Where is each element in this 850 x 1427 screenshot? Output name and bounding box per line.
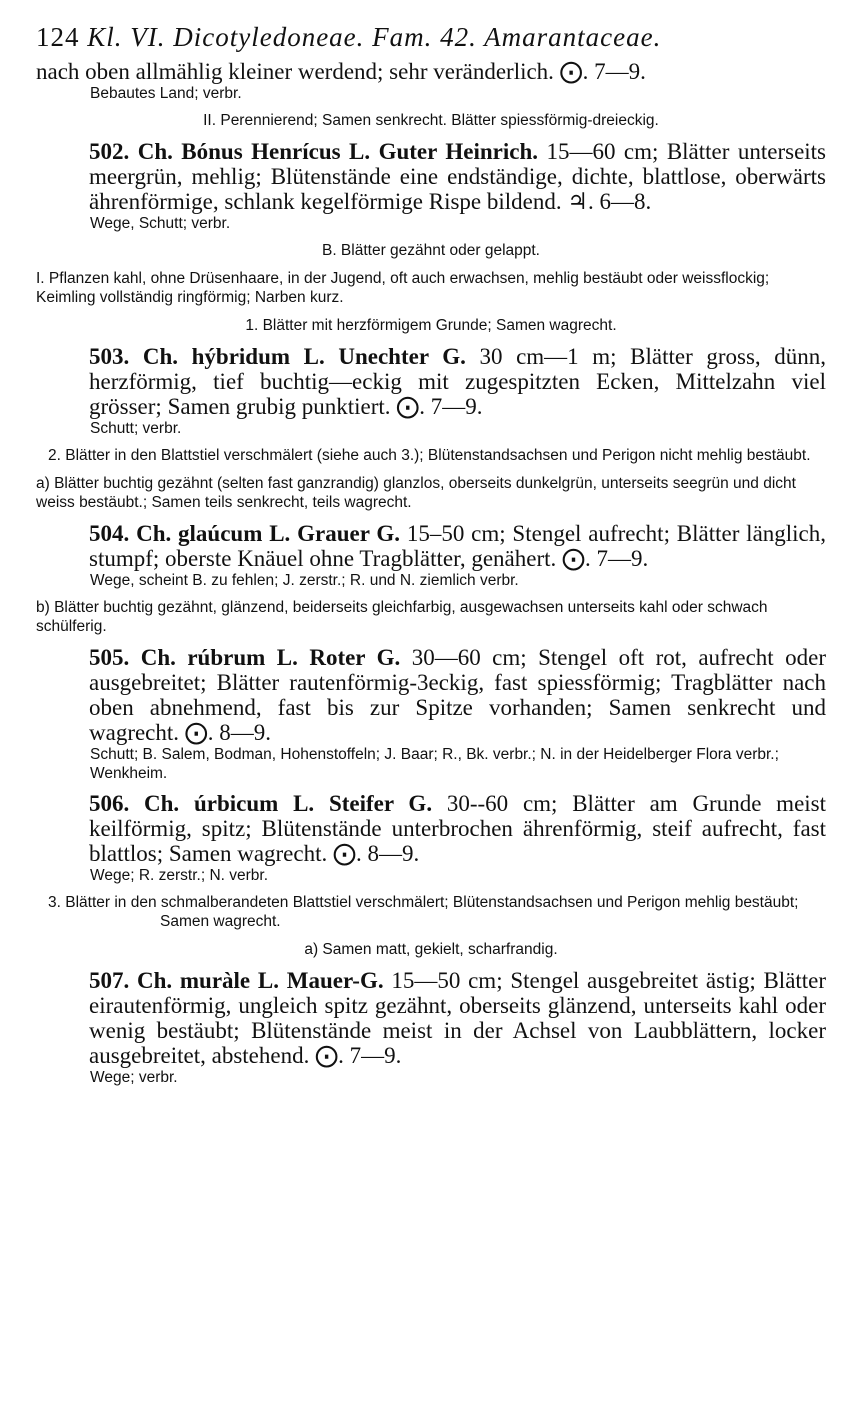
key-I: I. Pflanzen kahl, ohne Drüsenhaare, in der Jugend, oft auch erwachsen, mehlig bestäubt oder weissflockig; Keimling vollständig ringförmig; Narben kurz. (36, 270, 770, 306)
key-1: 1. Blätter mit herzförmigem Grunde; Samen wagrecht. (245, 317, 617, 334)
entry-503-locality: Schutt; verbr. (90, 420, 182, 437)
intro-locality: Bebautes Land; verbr. (90, 85, 242, 102)
entry-502-number: 502. (89, 139, 130, 164)
entry-504-number: 504. (89, 521, 130, 546)
entry-504 (36, 521, 826, 590)
entry-505-text (36, 645, 826, 745)
entry-503-text (36, 344, 826, 419)
key-II: II. Perennierend; Samen senkrecht. Blätter spiessförmig-dreieckig. (203, 112, 659, 129)
entry-507-text (36, 968, 826, 1068)
entry-502-latin: Ch. Bónus Henrícus L. (137, 139, 371, 164)
book-page (36, 22, 826, 1095)
entry-503 (36, 344, 826, 438)
key-3: 3. Blätter in den schmalberandeten Blattstiel verschmälert; Blütenstandsachsen und Perigon mehlig bestäubt; Samen wagrecht. (48, 894, 799, 930)
entry-503-number: 503. (89, 344, 130, 369)
running-header (36, 22, 826, 53)
entry-507-body: 15—50 cm; Stengel ausgebreitet ästig; Blätter eirautenförmig, ungleich spitz gezähnt, oberseits glänzend, unterseits kahl oder wenig bestäubt; Blütenstände meist in der Achsel von Laubblättern, locker ausgebreitet, abstehend. ⨀. 7—9. (89, 968, 827, 1068)
entry-507-number: 507. (89, 968, 130, 993)
entry-502-text (36, 139, 826, 214)
entry-505-number: 505. (89, 645, 130, 670)
entry-504-body: 15–50 cm; Stengel aufrecht; Blätter länglich, stumpf; oberste Knäuel ohne Tragblätter, genähert. ⨀. 7—9. (89, 521, 827, 571)
entry-506-locality: Wege; R. zerstr.; N. verbr. (90, 867, 269, 884)
key-2: 2. Blätter in den Blattstiel verschmälert (siehe auch 3.); Blütenstandsachsen und Perigon nicht mehlig bestäubt. (48, 447, 811, 464)
entry-502-locality: Wege, Schutt; verbr. (90, 215, 231, 232)
running-title: Kl. VI. Dicotyledoneae. Fam. 42. Amarantaceae. (87, 22, 662, 52)
key-b: b) Blätter buchtig gezähnt, glänzend, beiderseits gleichfarbig, ausgewachsen unterseits kahl oder schwach schülferig. (36, 599, 768, 635)
entry-503-german: Unechter G. (338, 344, 466, 369)
entry-502 (36, 139, 826, 233)
entry-502-body: 15—60 cm; Blätter unterseits meergrün, mehlig; Blütenstände eine endständige, dichte, blattlose, oberwärts ährenförmige, schlank kegelförmige Rispe bildend. ♃. 6—8. (89, 139, 827, 214)
entry-504-latin: Ch. glaúcum L. (136, 521, 291, 546)
entry-505-latin: Ch. rúbrum L. (140, 645, 298, 670)
entry-506-body: 30--60 cm; Blätter am Grunde meist keilförmig, spitz; Blütenstände unterbrochen ährenförmig, steif aufrecht, fast blattlos; Samen wagrecht. ⨀. 8—9. (89, 791, 827, 866)
entry-507-german: Mauer-G. (286, 968, 384, 993)
entry-503-body: 30 cm—1 m; Blätter gross, dünn, herzförmig, tief buchtig—eckig mit zugespitzten Ecken, Mittelzahn viel grösser; Samen grubig punktiert. ⨀. 7—9. (89, 344, 827, 419)
key-3a: a) Samen matt, gekielt, scharfrandig. (304, 941, 558, 958)
entry-506-number: 506. (89, 791, 130, 816)
entry-506-latin: Ch. úrbicum L. (144, 791, 315, 816)
entry-505 (36, 645, 826, 783)
entry-505-german: Roter G. (309, 645, 401, 670)
entry-507 (36, 968, 826, 1087)
entry-504-locality: Wege, scheint B. zu fehlen; J. zerstr.; R. und N. ziemlich verbr. (90, 572, 519, 589)
entry-503-latin: Ch. hýbridum L. (142, 344, 325, 369)
entry-507-locality: Wege; verbr. (90, 1069, 178, 1086)
entry-506 (36, 791, 826, 885)
entry-506-german: Steifer G. (328, 791, 433, 816)
entry-504-german: Grauer G. (297, 521, 400, 546)
key-B: B. Blätter gezähnt oder gelappt. (321, 242, 540, 259)
entry-507-latin: Ch. muràle L. (137, 968, 279, 993)
page-number: 124 (36, 22, 80, 52)
intro-continuation: nach oben allmählig kleiner werdend; sehr veränderlich. ⨀. 7—9. (36, 59, 646, 84)
entry-506-text (36, 791, 826, 866)
entry-504-text (36, 521, 826, 571)
entry-505-body: 30—60 cm; Stengel oft rot, aufrecht oder ausgebreitet; Blätter rautenförmig-3eckig, fast spiessförmig; Tragblätter nach oben abnehmend, fast bis zur Spitze vorhanden; Samen senkrecht und wagrecht. ⨀. 8—9. (89, 645, 827, 745)
key-a: a) Blätter buchtig gezähnt (selten fast ganzrandig) glanzlos, oberseits dunkelgrün, unterseits seegrün und dicht weiss bestäubt.; Samen teils senkrecht, teils wagrecht. (36, 475, 796, 511)
entry-505-locality: Schutt; B. Salem, Bodman, Hohenstoffeln; J. Baar; R., Bk. verbr.; N. in der Heidelberger Flora verbr.; Wenkheim. (90, 746, 779, 782)
entry-502-german: Guter Heinrich. (378, 139, 538, 164)
